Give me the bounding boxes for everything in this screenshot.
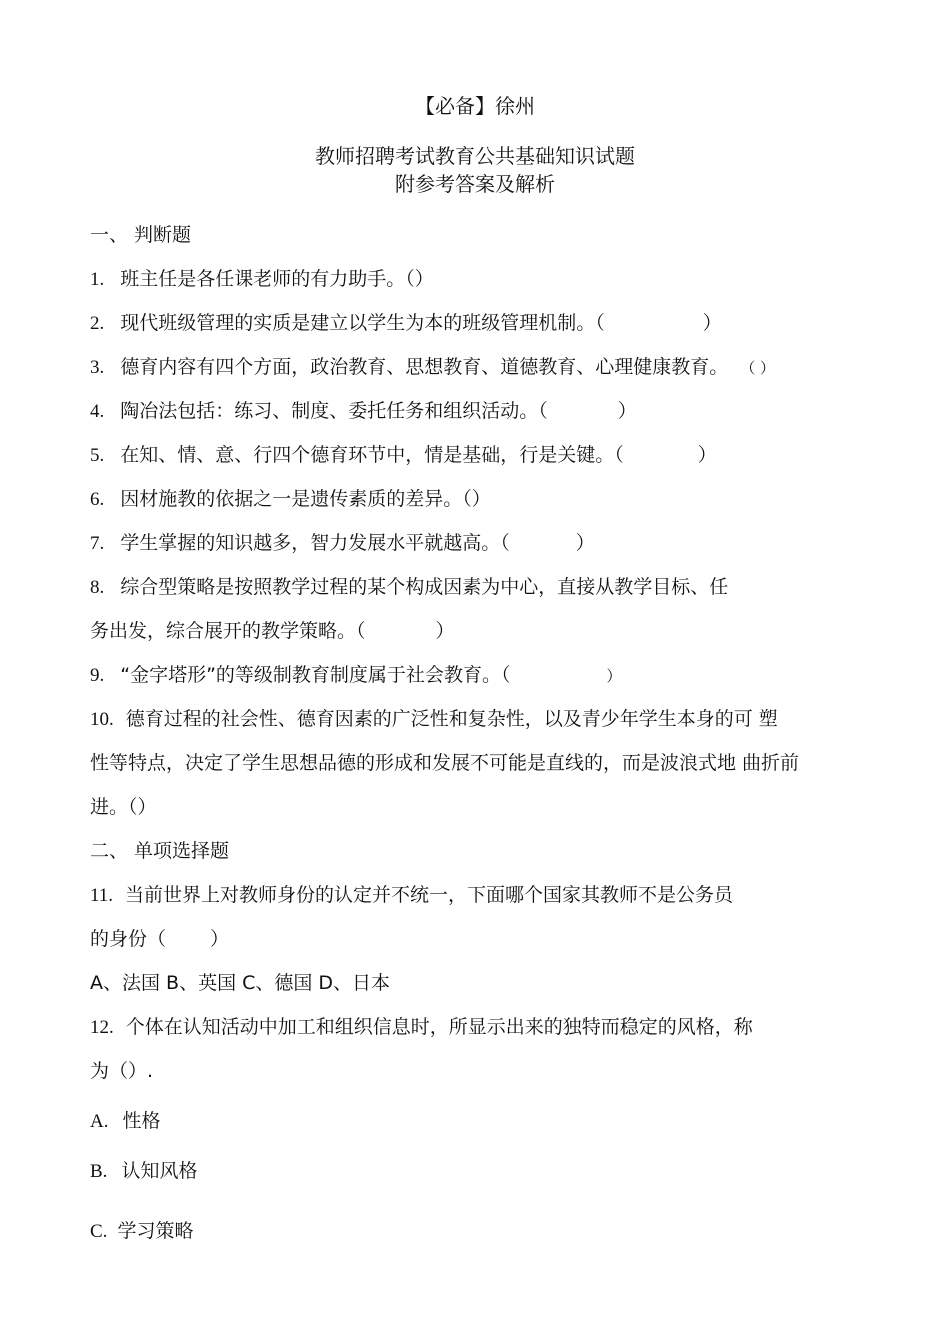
question-text: 当前世界上对教师身份的认定并不统一，下面哪个国家其教师不是公务员	[125, 884, 734, 906]
option-key: A.	[90, 1111, 109, 1132]
question-number: 5.	[90, 445, 105, 466]
option-key: C.	[90, 1221, 108, 1242]
question-text: 在知、情、意、行四个德育环节中，情是基础，行是关键。（	[120, 444, 624, 466]
answer-bracket-close: ）	[210, 928, 230, 950]
question-2	[90, 310, 722, 337]
section-heading-single-choice: 二、 单项选择题	[90, 840, 230, 862]
question-7	[90, 530, 595, 557]
option-key: B.	[90, 1161, 108, 1182]
option-text: 性格	[122, 1110, 161, 1132]
question-text: 德育过程的社会性、德育因素的广泛性和复杂性，以及青少年学生本身的可 塑	[125, 708, 778, 730]
question-12	[90, 1014, 753, 1041]
question-3	[90, 354, 775, 381]
question-6	[90, 486, 491, 513]
question-5	[90, 442, 717, 469]
question-12-option-c	[90, 1218, 193, 1245]
question-number: 4.	[90, 401, 105, 422]
answer-bracket-close: ）	[702, 312, 722, 334]
doc-subtitle-2: 附参考答案及解析	[395, 172, 555, 196]
doc-subtitle-1: 教师招聘考试教育公共基础知识试题	[315, 144, 635, 168]
question-text: 陶冶法包括：练习、制度、委托任务和组织活动。（	[120, 400, 548, 422]
question-11-continued	[90, 926, 229, 952]
question-text: 班主任是各任课老师的有力助手。（）	[120, 268, 434, 290]
question-text: 的身份（	[90, 928, 167, 950]
question-text: 综合型策略是按照教学过程的某个构成因素为中心，直接从教学目标、任	[120, 576, 729, 598]
question-number: 9.	[90, 665, 105, 686]
question-text: 务出发，综合展开的教学策略。（	[90, 620, 366, 642]
question-number: 11.	[90, 885, 114, 906]
question-number: 7.	[90, 533, 105, 554]
question-10-continued-2: 进。（）	[90, 796, 157, 818]
question-11-options: A、法国 B、英国 C、德国 D、日本	[90, 972, 391, 994]
question-text: 因材施教的依据之一是遗传素质的差异。（）	[120, 488, 491, 510]
question-4	[90, 398, 637, 425]
question-11	[90, 882, 733, 909]
question-number: 8.	[90, 577, 105, 598]
answer-bracket: （ ）	[740, 359, 776, 377]
question-text: 现代班级管理的实质是建立以学生为本的班级管理机制。（	[120, 312, 605, 334]
question-text: “金字塔形”的等级制教育制度属于社会教育。（	[120, 664, 511, 686]
answer-bracket-close: ）	[617, 400, 637, 422]
answer-bracket-close: ）	[575, 532, 595, 554]
question-text: 德育内容有四个方面，政治教育、思想教育、道德教育、心理健康教育。	[120, 356, 729, 378]
question-number: 6.	[90, 489, 105, 510]
question-12-continued: 为（）.	[90, 1060, 154, 1082]
question-number: 3.	[90, 357, 105, 378]
question-12-option-a	[90, 1108, 161, 1135]
question-text: 学生掌握的知识越多，智力发展水平就越高。（	[120, 532, 510, 554]
option-text: 认知风格	[121, 1160, 198, 1182]
question-10	[90, 706, 778, 733]
question-number: 10.	[90, 709, 114, 730]
doc-title: 【必备】徐州	[415, 94, 535, 118]
answer-bracket-close: ）	[697, 444, 717, 466]
answer-bracket-close: ）	[606, 667, 622, 685]
question-number: 1.	[90, 269, 105, 290]
question-12-option-b	[90, 1158, 197, 1185]
question-8	[90, 574, 728, 601]
question-9	[90, 662, 621, 689]
question-text: 个体在认知活动中加工和组织信息时，所显示出来的独特而稳定的风格，称	[125, 1016, 753, 1038]
option-text: 学习策略	[117, 1220, 194, 1242]
question-8-continued	[90, 618, 455, 644]
question-1	[90, 266, 434, 293]
question-10-continued: 性等特点，决定了学生思想品德的形成和发展不可能是直线的，而是波浪式地 曲折前	[90, 752, 800, 774]
section-heading-judgement: 一、 判断题	[90, 224, 192, 246]
question-number: 2.	[90, 313, 105, 334]
answer-bracket-close: ）	[435, 620, 455, 642]
question-number: 12.	[90, 1017, 114, 1038]
